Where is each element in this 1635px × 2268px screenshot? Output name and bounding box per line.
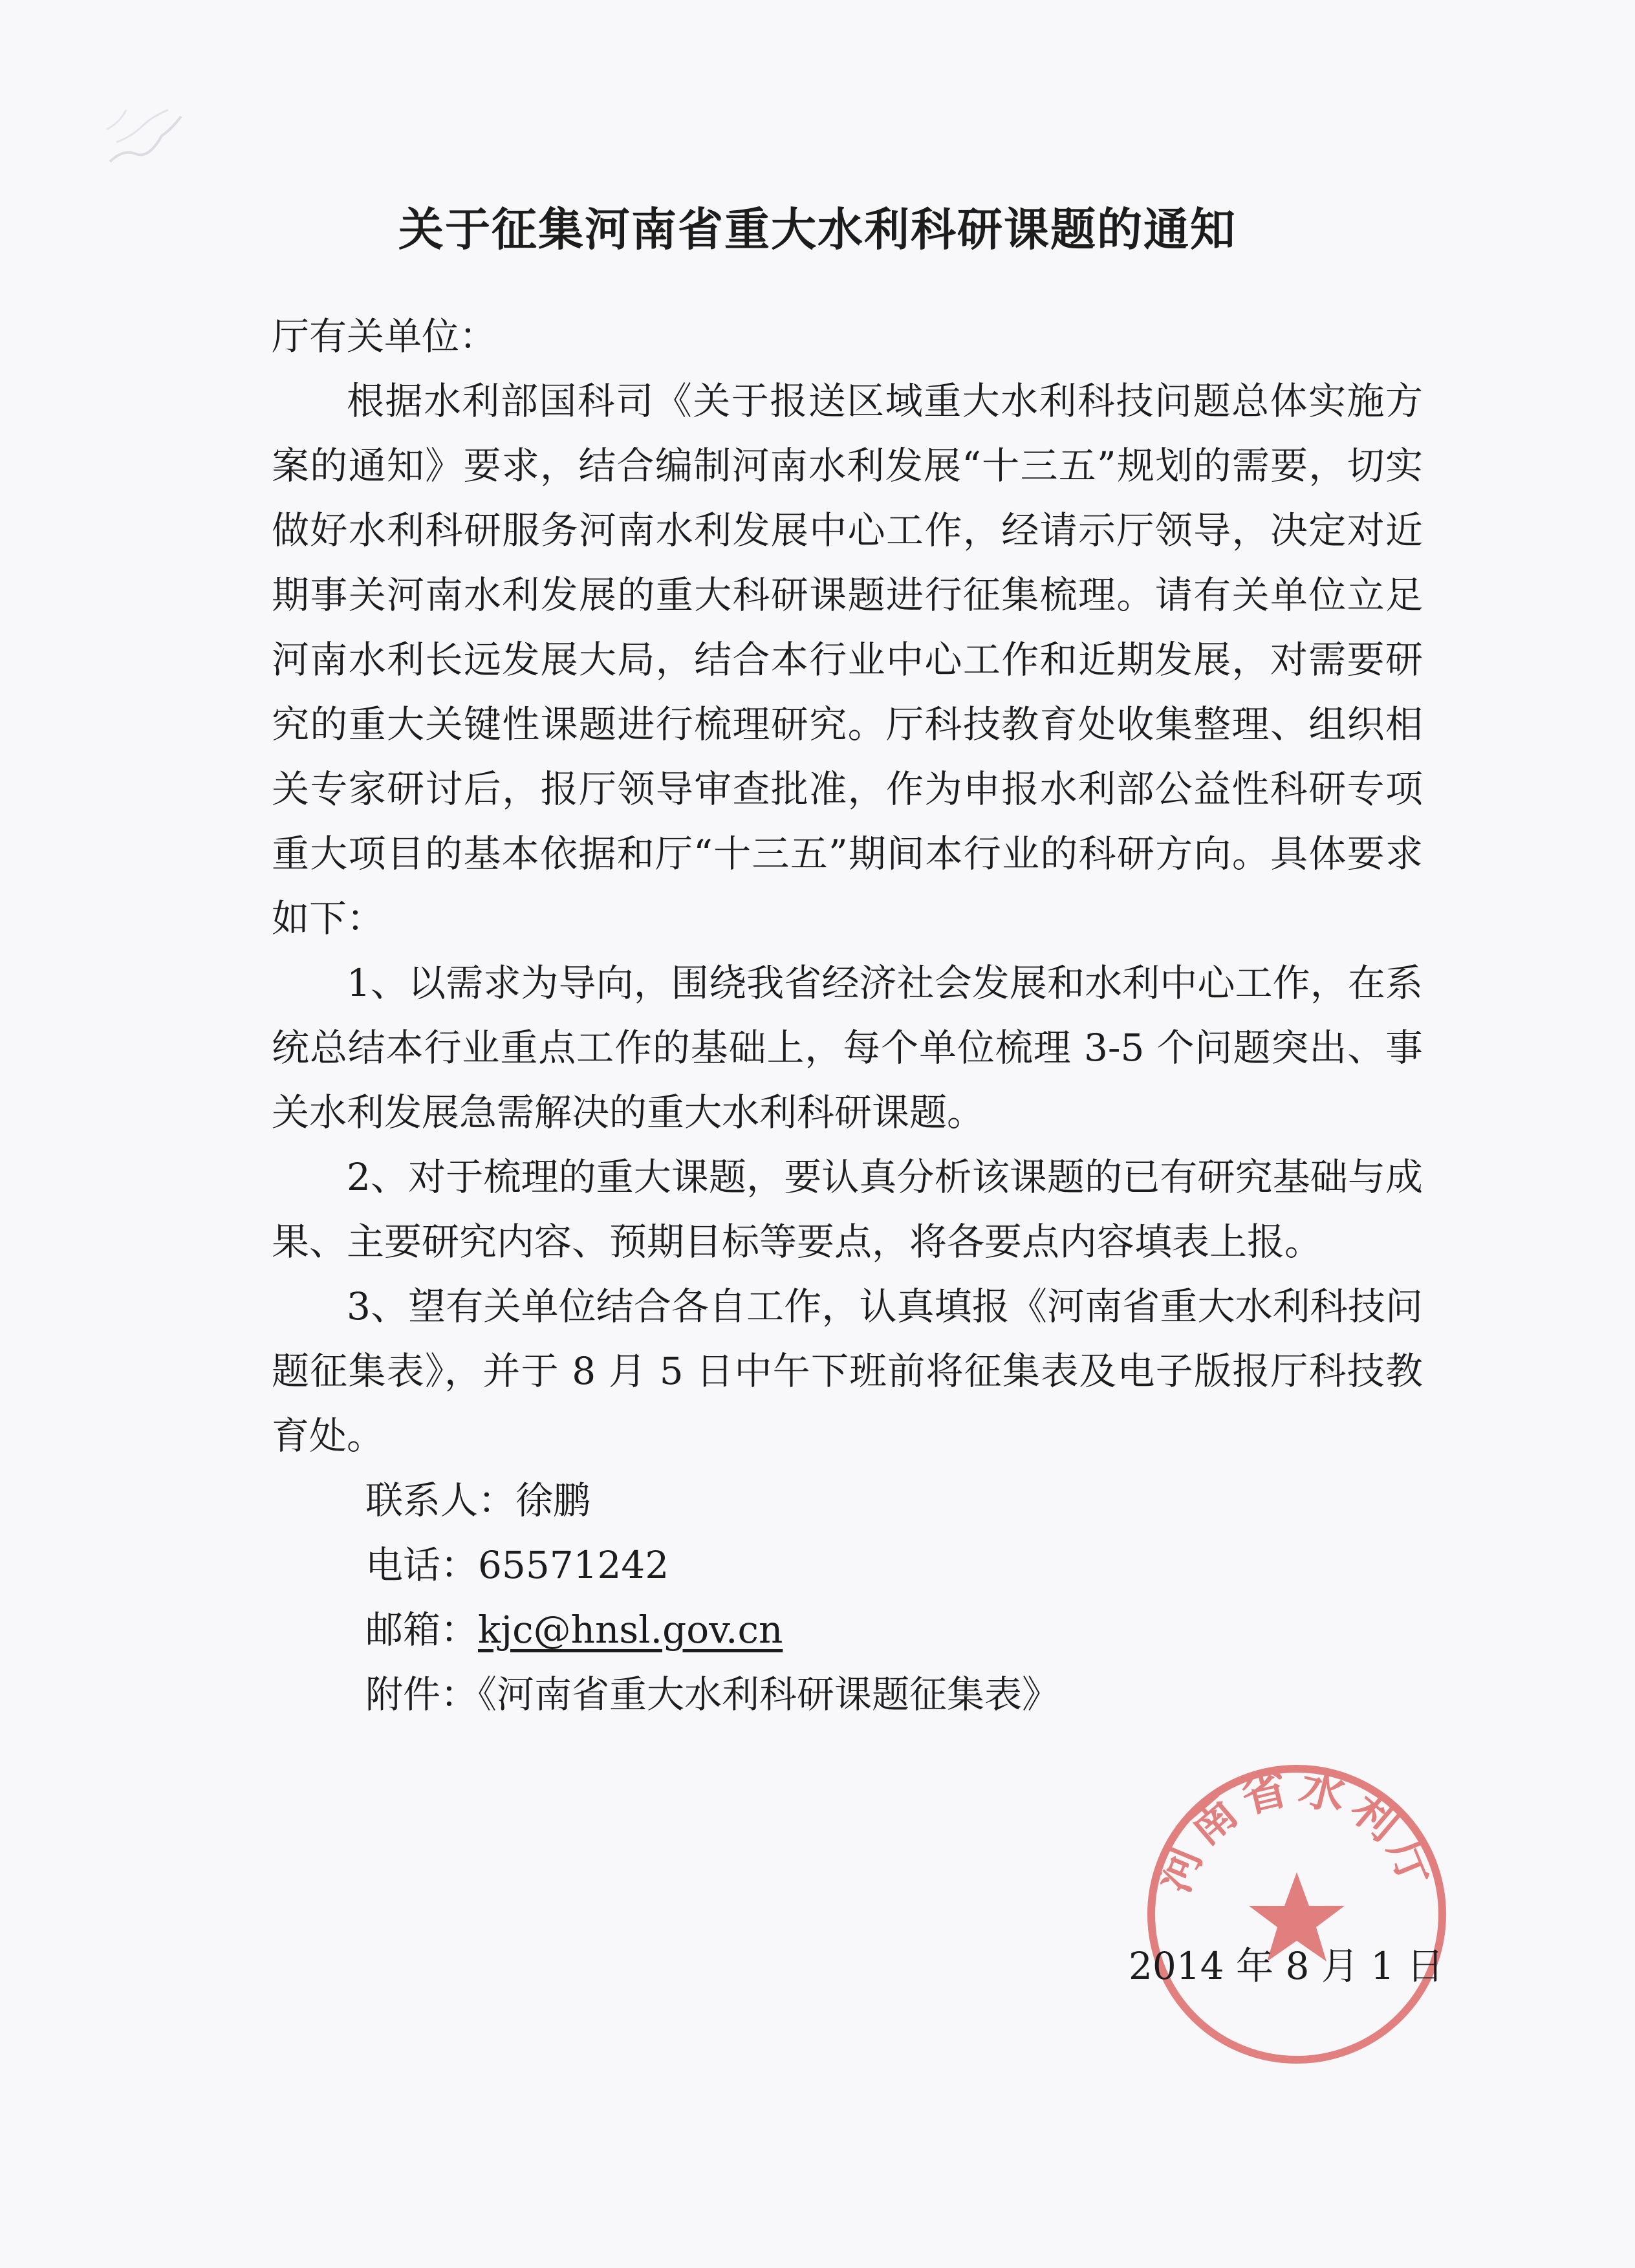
official-seal-stamp (1129, 1746, 1465, 2082)
contact-phone-value: 65571242 (478, 1543, 669, 1587)
attachment-row (365, 1662, 1423, 1727)
paragraph-requirement-3: 3、望有关单位结合各自工作，认真填报《河南省重大水利科技问题征集表》，并于 8 月 5 日中午下班前将征集表及电子版报厅科技教育处。 (272, 1284, 1423, 1458)
svg-text:河南省水利厅: 河南省水利厅 (1146, 1760, 1447, 1900)
paragraph-requirement-1: 1、以需求为导向，围绕我省经济社会发展和水利中心工作，在系统总结本行业重点工作的基础上，每个单位梳理 3-5 个问题突出、事关水利发展急需解决的重大水利科研课题。 (272, 961, 1423, 1134)
attachment-label: 附件： (365, 1672, 479, 1716)
paragraph-intro: 根据水利部国科司《关于报送区域重大水利科技问题总体实施方案的通知》要求，结合编制河南水利发展“十三五”规划的需要，切实做好水利科研服务河南水利发展中心工作，经请示厅领导，决定对近期事关河南水利发展的重大科研课题进行征集梳理。请有关单位立足河南水利长远发展大局，结合本行业中心工作和近期发展，对需要研究的重大关键性课题进行梳理研究。厅科技教育处收集整理、组织相关专家研讨后，报厅领导审查批准，作为申报水利部公益性科研专项重大项目的基本依据和厅“十三五”期间本行业的科研方向。具体要求如下： (272, 379, 1423, 940)
contact-email-link[interactable]: kjc@hnsl.gov.cn (478, 1608, 783, 1652)
contact-email-row (365, 1597, 1423, 1662)
document-title: 关于征集河南省重大水利科研课题的通知 (398, 203, 1237, 256)
paragraph-requirement-2: 2、对于梳理的重大课题，要认真分析该课题的已有研究基础与成果、主要研究内容、预期目标等要点，将各要点内容填表上报。 (272, 1155, 1423, 1264)
contact-person-label: 联系人： (365, 1478, 516, 1522)
contact-phone-label: 电话： (365, 1543, 479, 1587)
contact-person-row (365, 1468, 1423, 1533)
contact-block (365, 1468, 1423, 1727)
contact-email-label: 邮箱： (365, 1608, 479, 1652)
document-date: 2014 年 8 月 1 日 (1129, 1944, 1444, 1988)
paper-crease-mark (97, 91, 194, 175)
contact-person-value: 徐鹏 (515, 1478, 591, 1522)
contact-phone-row (365, 1533, 1423, 1597)
salutation: 厅有关单位： (272, 314, 497, 358)
attachment-value: 《河南省重大水利科研课题征集表》 (478, 1672, 1060, 1716)
document-body (272, 304, 1423, 1727)
